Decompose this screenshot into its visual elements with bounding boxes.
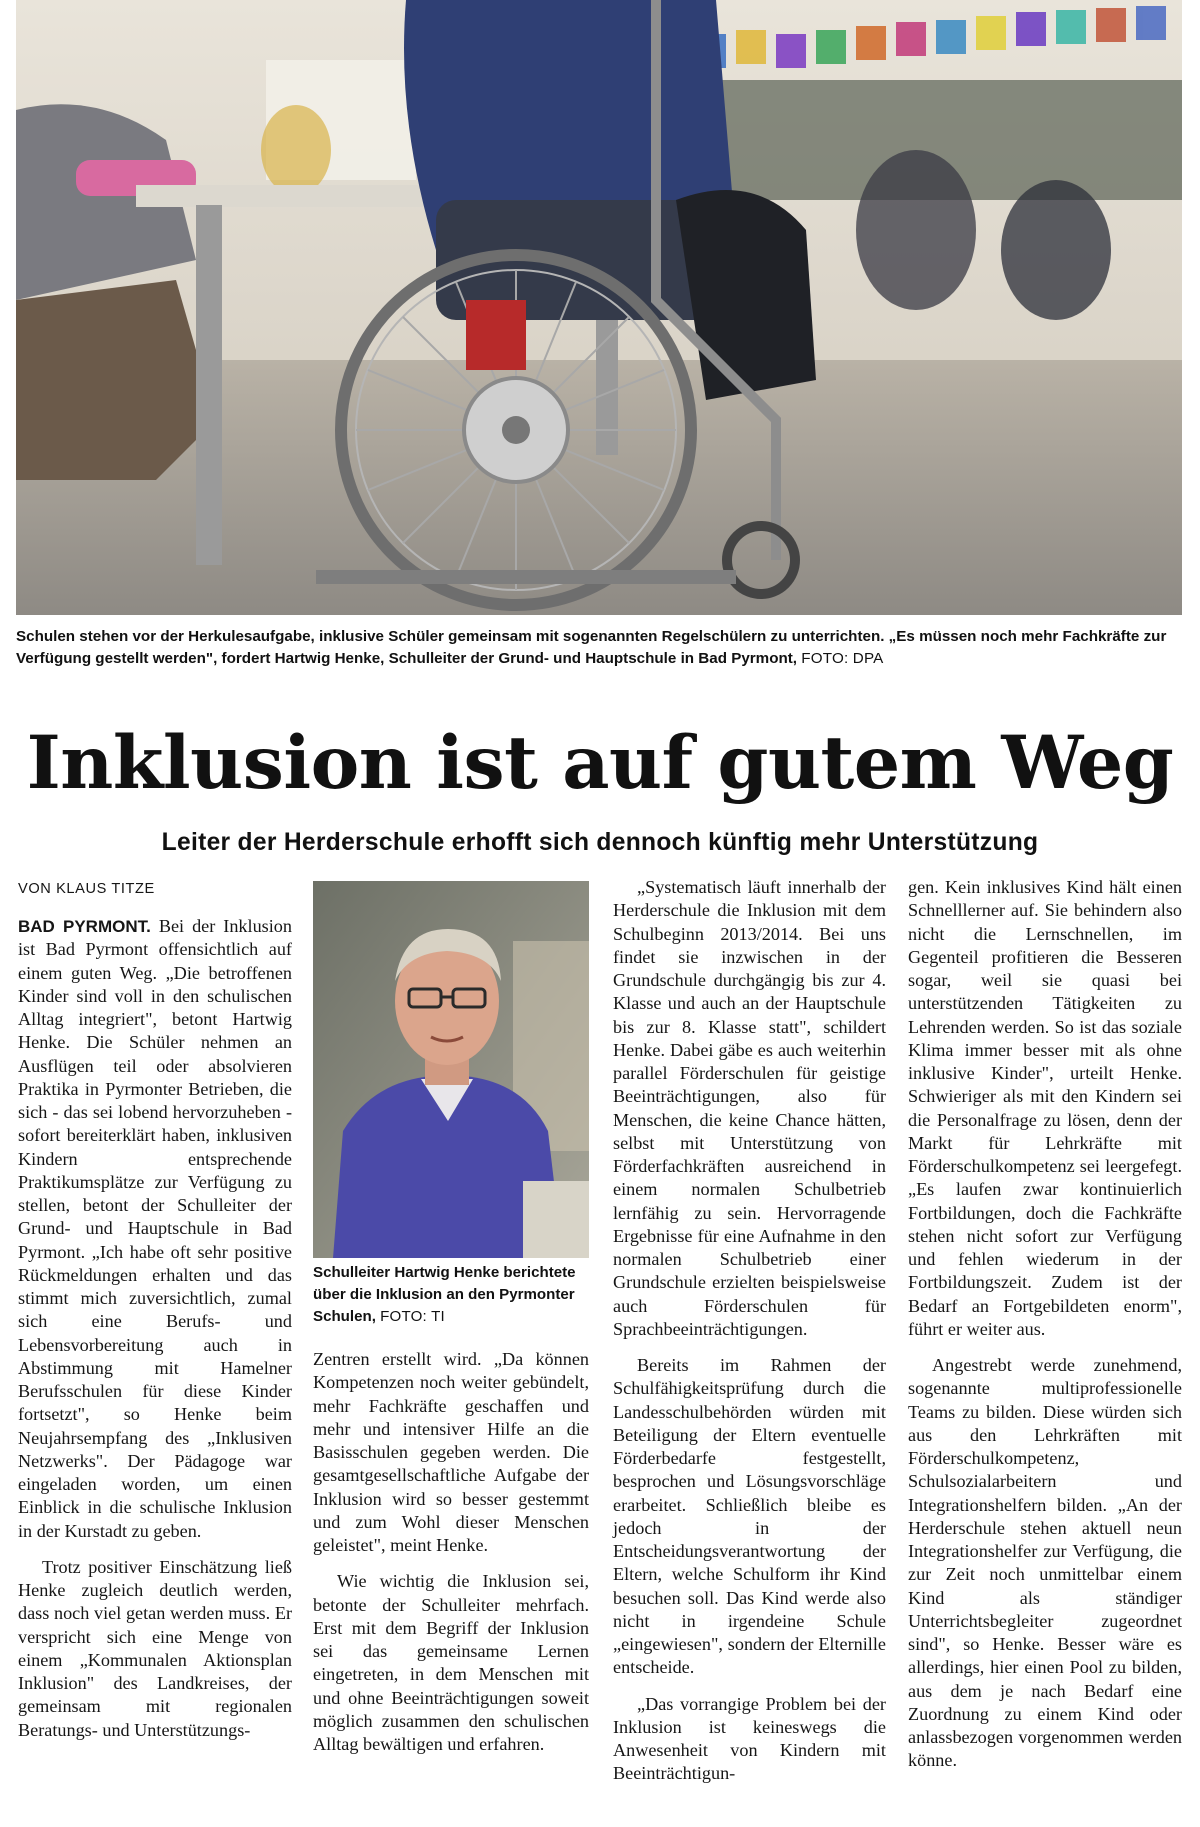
hero-photo-caption [16,626,1184,670]
column-3-paragraph-1: „Systematisch läuft innerhalb der Herderschule die Inklusion mit dem Schulbeginn 2013/2014. Bei uns findet sie inzwischen in der Grundschule durchgängig bis zur 4. Klasse und auch an der Hauptschule bis zur 8. Klasse statt", schildert Henke. Dabei gäbe es auch weiterhin parallel Förderschulen für geistige Beeinträchtigungen, also für Menschen, die keine Chance hätten, selbst mit Unterstützung von Förderfachkräften ausreichend in einem normalen Schulbetrieb lernfähig zu sein. Hervorragende Ergebnisse für eine Aufnahme in den normalen Schulbetrieb einer Grundschule erzielten beispielsweise auch Förderschulen für Sprachbeeinträchtigungen. [613,877,886,1339]
portrait-photo-caption [313,1262,589,1328]
article-subheadline: Leiter der Herderschule erhofft sich dennoch künftig mehr Unterstützung [161,829,1039,856]
hero-photo [16,0,1182,615]
column-1-paragraph-2: Trotz positiver Einschätzung ließ Henke zugleich deutlich werden, dass noch viel getan werden muss. Er verspricht sich eine Menge von einem „Kommunalen Aktionsplan Inklusion" des Landkreises, der gemeinsam mit regionalen Beratungs- und Unterstützungs- [18,1556,292,1740]
column-4-paragraph-2: Angestrebt werde zunehmend, sogenannte multiprofessionelle Teams zu bilden. Diese würden sich aus den Lehrkräften mit Förderschulkompetenz, Schulsozialarbeitern und Integrationshelfern bilden. „An der Herderschule stehen aktuell neun Integrationshelfer zur Verfügung, die zur Zeit noch unmittelbar einem Kind als ständiger Unterrichtsbegleiter zugeordnet sind", so Henke. Besser wäre es allerdings, hier einen Pool zu bilden, aus dem je nach Bedarf eine Zuordnung zu einem Kind oder anlassbezogen vorgenommen werden könne. [908,1355,1182,1771]
portrait-caption-text: Schulleiter Hartwig Henke berichtete über die Inklusion an den Pyrmonter Schulen, [313,1264,576,1325]
portrait-photo [313,881,589,1258]
column-1-paragraph-1-text: Bei der Inklusion ist Bad Pyrmont offensichtlich auf einem guten Weg. „Die betroffenen Kinder sind voll in den schulischen Alltag integriert", betont Hartwig Henke. Die Schüler nehmen an Ausflügen teil oder absolvieren Praktika in Pyrmonter Betrieben, die sich - das sei lobend hervorzuheben - sofort bereiterklärt haben, inklusiven Kindern entsprechende Praktikumsplätze zur Verfügung zu stellen, betont der Schulleiter der Grund- und Hauptschule in Bad Pyrmont. „Ich habe oft sehr positive Rückmeldungen erhalten und das stimmt mich zuversichtlich, zumal sich eine Berufs- und Lebensvorbereitung auch in Abstimmung mit Hamelner Berufsschulen für diese Kinder fortsetzt", so Henke beim Neujahrsempfang des „Inklusiven Netzwerks". Der Pädagoge war eingeladen worden, um einen Einblick in die schulische Inklusion in der Kurstadt zu geben. [18,916,292,1541]
column-2-paragraph-1: Zentren erstellt wird. „Da können Kompetenzen noch weiter gebündelt, mehr Fachkräfte geschaffen und mehr und intensiver Hilfe an die Basisschulen gegeben werden. Die gesamtgesellschaftliche Aufgabe der Inklusion wird so besser gestemmt und zum Wohl dieser Menschen geleistet", meint Henke. [313,1349,589,1555]
article-headline: Inklusion ist auf gutem Weg [26,720,1174,806]
article-column-2 [313,1348,589,1756]
column-3-paragraph-2: Bereits im Rahmen der Schulfähigkeitsprüfung durch die Landesschulbehörden würden mit Beteiligung der Eltern eventuelle Förderbedarfe festgestellt, besprochen und Lösungsvorschläge erarbeitet. Schließlich bleibe es jedoch in der Entscheidungsverantwortung der Eltern, welche Schulform ihr Kind besuchen soll. Das Kind werde also nicht in irgendeine Schule „eingewiesen", sondern der Elternille entscheide. [613,1355,886,1678]
article-column-1 [18,880,292,1742]
column-4-paragraph-1: gen. Kein inklusives Kind hält einen Schnelllerner auf. Sie behindern also nicht die Lernschnellen, im Gegenteil profitieren die Besseren sogar, weil sie quasi bei unterstützenden Tätigkeiten zu Lehrenden werden. So ist das soziale Klima immer besser mit als ohne inklusive Kinder", urteilt Henke. Schwieriger als mit den Kindern sei die Personalfrage zu lösen, denn der Markt für Lehrkräfte mit Förderschulkompetenz sei leergefegt. „Es laufen zwar kontinuierlich Fortbildungen, doch die Fachkräfte stehen nicht sofort zur Verfügung und fehlen wiederum in der Fortbildungszeit. Zudem ist der Bedarf an Fortgebildeten enorm", führt er weiter aus. [908,877,1182,1339]
hero-caption-text: Schulen stehen vor der Herkulesaufgabe, inklusive Schüler gemeinsam mit sogenannten Regelschülern zu unterrichten. „Es müssen noch mehr Fachkräfte zur Verfügung gestellt werden", fordert Hartwig Henke, Schulleiter der Grund- und Hauptschule in Bad Pyrmont, [16,628,1167,667]
column-2-paragraph-2: Wie wichtig die Inklusion sei, betonte der Schulleiter mehrfach. Erst mit dem Begriff der Inklusion sei das gemeinsame Lernen eingetreten, in dem Menschen mit und ohne Beeinträchtigungen soweit möglich zusammen den schulischen Alltag bewältigen und erfahren. [313,1571,589,1754]
column-1-paragraph-1 [18,915,292,1543]
dateline: BAD PYRMONT. [18,917,151,936]
portrait-photo-illustration [313,881,589,1258]
column-3-paragraph-3: „Das vorrangige Problem bei der Inklusion ist keineswegs die Anwesenheit von Kindern mit Beeinträchtigun- [613,1693,886,1784]
hero-photo-credit: FOTO: DPA [801,650,884,667]
article-column-4 [908,876,1182,1773]
portrait-photo-credit: FOTO: TI [380,1308,445,1325]
byline: VON KLAUS TITZE [18,881,155,897]
hero-photo-illustration [16,0,1182,615]
article-column-3 [613,876,886,1786]
